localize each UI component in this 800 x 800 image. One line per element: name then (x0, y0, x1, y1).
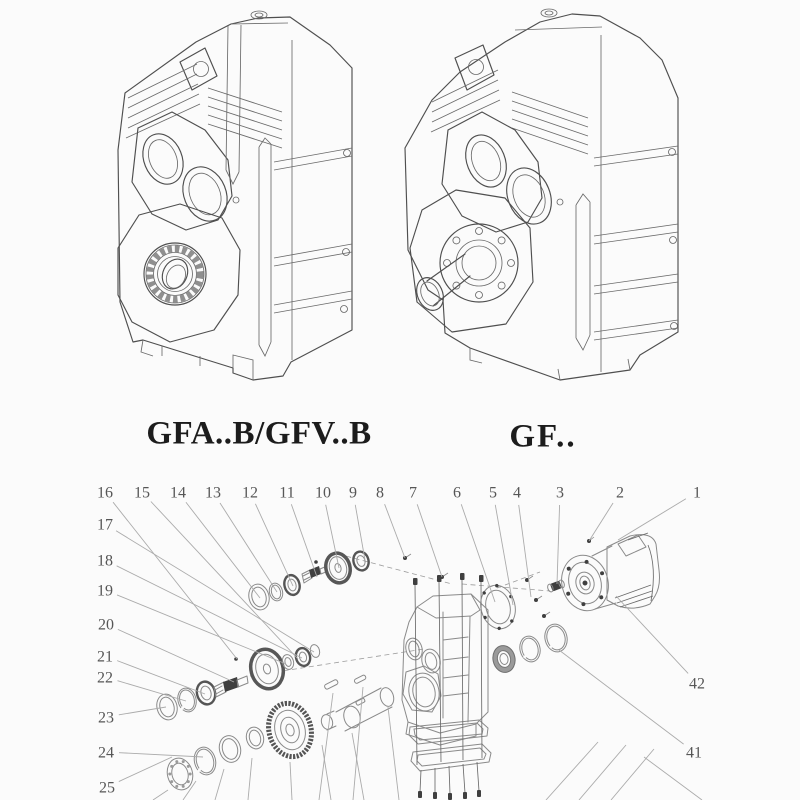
callout-number: 21 (97, 648, 113, 666)
leader-line (616, 596, 688, 673)
leader-line (151, 501, 298, 659)
adapter-flange-ring (476, 581, 520, 633)
leader-line (385, 504, 405, 558)
leader-line (117, 681, 186, 701)
pan-bolts (418, 762, 481, 800)
leader-line (519, 505, 531, 597)
callout-leader-lines (113, 499, 688, 782)
callout-number: 13 (205, 484, 221, 502)
retaining-rings (517, 622, 570, 664)
leader-line (461, 504, 495, 602)
callout-number: 41 (686, 744, 702, 762)
assembly-axis (497, 572, 540, 588)
leader-line (119, 757, 172, 782)
callout-number: 2 (616, 484, 624, 502)
callout-number: 17 (97, 516, 113, 534)
leader-line (255, 504, 293, 586)
callout-number: 5 (489, 484, 497, 502)
leader-line (546, 742, 598, 800)
callout-number: 4 (513, 484, 521, 502)
leader-line (388, 707, 399, 800)
callout-number: 18 (97, 552, 113, 570)
leader-line (557, 505, 560, 584)
callout-number: 25 (99, 779, 115, 797)
callout-number: 20 (98, 616, 114, 634)
callout-numbers (97, 485, 705, 797)
callout-number: 14 (170, 484, 186, 502)
callout-number: 7 (409, 484, 417, 502)
exploded-parts-diagram (97, 485, 705, 800)
callout-number: 24 (98, 744, 114, 762)
leader-line (611, 749, 654, 800)
model-label-left: GFA..B/GFV..B (146, 415, 372, 452)
callout-number: 11 (279, 484, 295, 502)
leader-line (117, 566, 302, 658)
leader-line (559, 650, 684, 744)
gearbox-drawing-left (118, 11, 352, 380)
callout-number: 16 (97, 484, 113, 502)
gearbox-drawing-right (405, 9, 678, 380)
leader-line (116, 531, 314, 652)
leader-line (117, 661, 205, 694)
assembly-axis (338, 554, 452, 584)
leader-line (579, 745, 626, 800)
output-shaft-assembly (164, 674, 396, 792)
callout-number: 9 (349, 484, 357, 502)
leader-line (119, 753, 203, 757)
leader-line (618, 499, 686, 540)
leader-line (186, 502, 260, 598)
housing-bolts (413, 573, 484, 765)
leader-line (291, 504, 317, 577)
callout-number: 6 (453, 484, 461, 502)
motor (556, 533, 660, 616)
callout-number: 19 (97, 582, 113, 600)
leader-line (153, 790, 168, 800)
callout-number: 10 (315, 484, 331, 502)
callout-number: 8 (376, 484, 384, 502)
leader-line (290, 762, 292, 800)
oil-seal (490, 644, 517, 675)
leader-line (322, 745, 331, 800)
callout-number: 3 (556, 484, 564, 502)
leader-line (248, 758, 252, 800)
leader-line (118, 629, 234, 682)
callout-number: 23 (98, 709, 114, 727)
model-label-right: GF.. (509, 418, 577, 455)
callout-number: 15 (134, 484, 150, 502)
input-shaft-assembly (246, 550, 371, 612)
leader-line (215, 769, 224, 800)
callout-number: 22 (97, 669, 113, 687)
leader-line (220, 503, 277, 592)
callout-number: 1 (693, 484, 701, 502)
leader-line (589, 503, 613, 541)
assembly-bolts (403, 537, 594, 618)
callout-number: 42 (689, 675, 705, 693)
exploded-housing (402, 594, 488, 745)
leader-line (117, 595, 286, 664)
leader-line (417, 504, 442, 577)
leader-line (644, 757, 702, 800)
leader-line (319, 693, 333, 800)
callout-number: 12 (242, 484, 258, 502)
leader-line (353, 687, 363, 800)
